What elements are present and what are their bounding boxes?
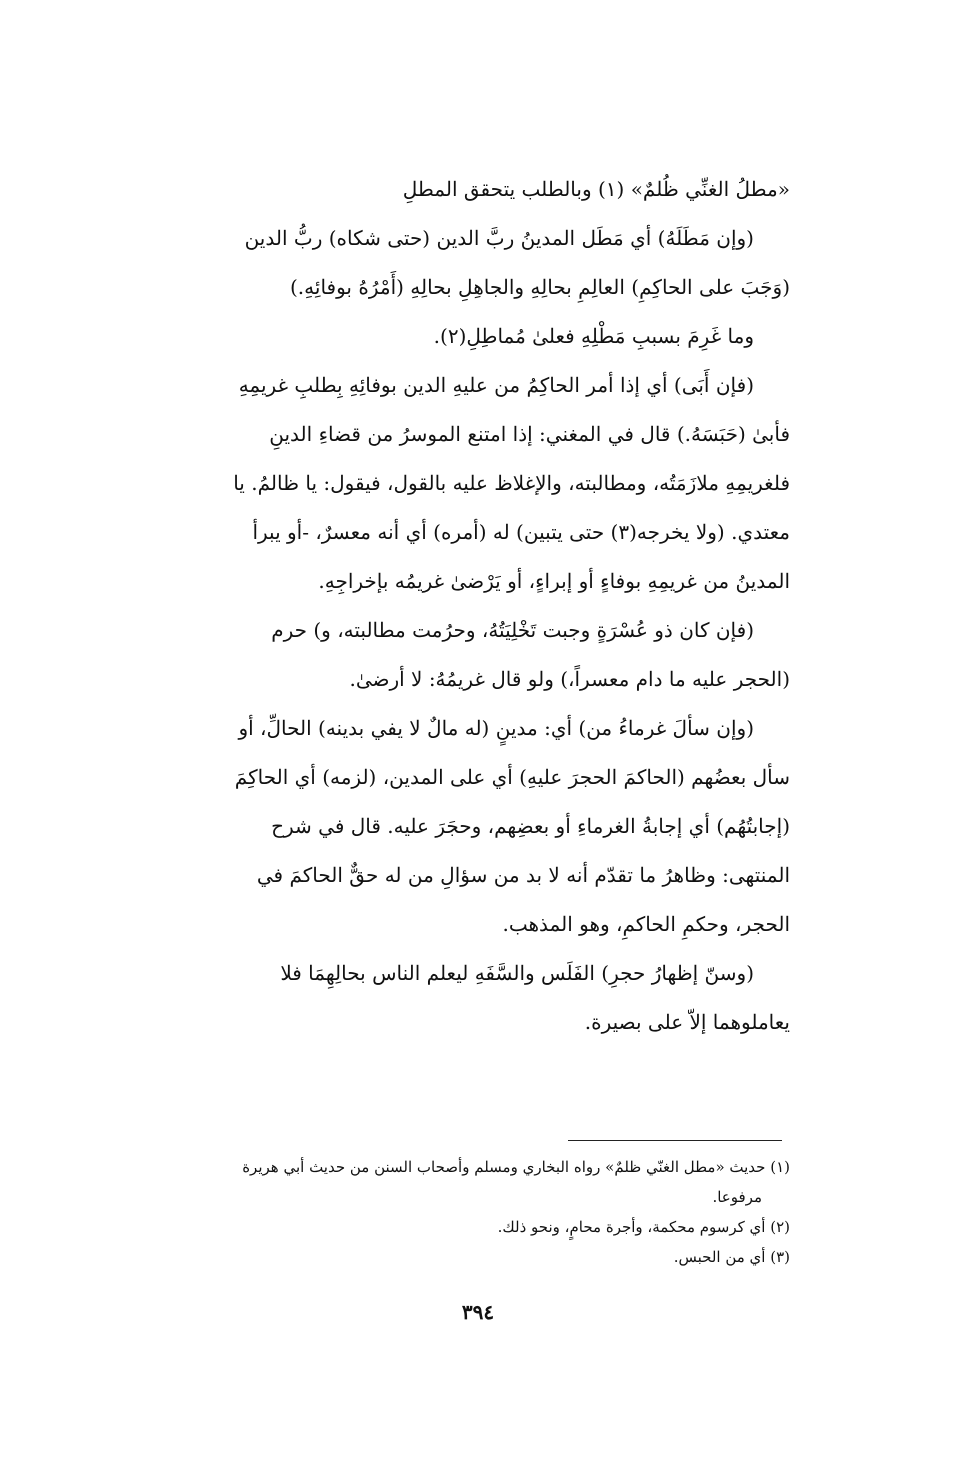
footnote-line: (٢) أي كرسوم محكمة، وأجرة محامٍ، ونحو ذلك. <box>497 1218 790 1236</box>
text-line: (وَجَبَ على الحاكِمِ) العالِمِ بحالِهِ والجاهِلِ بحالِهِ (أَمْرُهُ بوفائِهِ.) <box>290 275 790 299</box>
text-line: المدينُ من غريمِهِ بوفاءٍ أو إبراءٍ، أو يَرْضىٰ غريمُه بإخراجِهِ. <box>318 569 790 593</box>
main-text <box>125 165 790 1047</box>
footnote-divider <box>568 1140 782 1141</box>
text-line: (وسنّ إظهارُ حجرِ) الفَلَس والسَّفَهِ ليعلم الناس بحالِهِمَا فلا <box>280 961 754 985</box>
text-line: وما غَرِمَ بسببِ مَطْلِهِ فعلىٰ مُماطِلِ(٢). <box>433 324 754 348</box>
text-line: فأبىٰ (حَبَسَهُ.) قال في المغني: إذا امتنع الموسرُ من قضاءِ الدينِ <box>269 422 790 446</box>
text-line: (إجابتُهُم) أي إجابةُ الغرماءِ أو بعضِهم، وحجَرَ عليه. قال في شرح <box>271 814 790 838</box>
text-line: الحجر، وحكمِ الحاكمِ، وهو المذهب. <box>502 912 790 936</box>
text-line: معتدي. (ولا يخرجه(٣) حتى يتبين) له (أمره) أي أنه معسرٌ، -أو يبرأ <box>252 520 790 544</box>
text-line: «مطلُ الغنِّي ظُلمٌ» (١) وبالطلب يتحقق المطلِ <box>402 177 790 201</box>
text-line: (وإن مَطَلَهُ) أي مَطَل المدينُ ربَّ الدين (حتى شكاه) ربُّ الدين <box>244 226 754 250</box>
text-line: يعاملوهما إلاّ على بصيرة. <box>584 1010 790 1034</box>
footnote-line: (٣) أي من الحبس. <box>673 1248 790 1266</box>
text-line: (فإن أَبَى) أي إذا أمر الحاكِمُ من عليهِ الدين بوفائِهِ بِطلبِ غريمِهِ <box>238 373 754 397</box>
page-number: ٣٩٤ <box>461 1300 495 1324</box>
text-line: (الحجر عليه ما دام معسراً،) ولو قال غريمُهُ: لا أرضىٰ. <box>349 667 790 691</box>
text-line: المنتهى: وظاهرُ ما تقدّم أنه لا بد من سؤالِ من له حقٌّ الحاكمَ في <box>256 863 790 887</box>
text-line: سأل بعضُهم (الحاكمَ الحجرَ عليهِ) أي على المدين، (لزمه) أي الحاكِمَ <box>234 765 790 789</box>
text-line: فلغريمِهِ ملازَمَتُه، ومطالبته، والإغلاظ عليه بالقول، فيقول: يا ظالمُ. يا <box>233 471 790 495</box>
text-line: (وإن سألَ غرماءُ من) أي: مدينٍ (له مالٌ لا يفي بدينه) الحالِّ، أو <box>238 716 754 740</box>
footnote-line: مرفوعا. <box>712 1188 762 1206</box>
text-line: (فإن كان ذو عُسْرَةٍ وجبت تَخْلِيَتُهُ، وحرُمت مطالبته، و) حرم <box>271 618 754 642</box>
footnote-line: (١) حديث «مطل الغنّي ظلمٌ» رواه البخاري ومسلم وأصحاب السنن من حديث أبي هريرة <box>242 1158 790 1176</box>
footnotes <box>125 1152 790 1272</box>
